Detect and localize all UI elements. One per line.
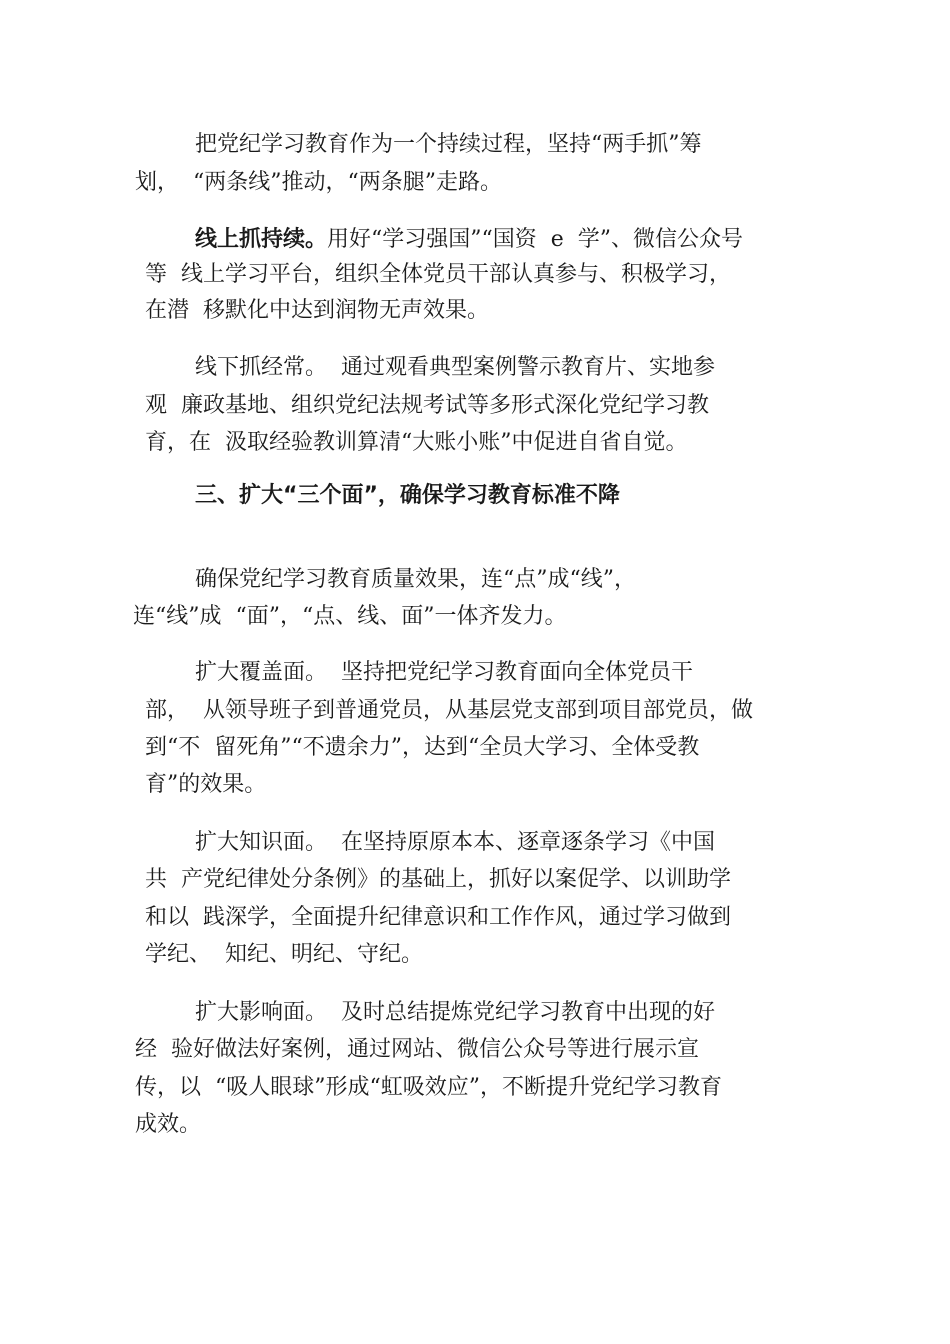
- para2-line1: [195, 224, 743, 255]
- para7-line3: 传，以 “吸人眼球”形成“虹吸效应”，不断提升党纪学习教育: [135, 1075, 722, 1100]
- para3-line3: 育，在 汲取经验教训算清“大账小账”中促进自省自觉。: [145, 430, 688, 455]
- para7-line2: 经 验好做法好案例，通过网站、微信公众号等进行展示宣: [135, 1037, 699, 1062]
- para6-line4: 学纪、 知纪、明纪、守纪。: [145, 942, 423, 967]
- para7-line4: 成效。: [135, 1112, 202, 1137]
- para2-line2: 等 线上学习平台，组织全体党员干部认真参与、积极学习，: [145, 262, 731, 287]
- para5-line3: 到“不 留死角”“不遗余力”，达到“全员大学习、全体受教: [145, 735, 700, 760]
- para7-line1: 扩大影响面。 及时总结提炼党纪学习教育中出现的好: [195, 1000, 715, 1025]
- section-heading: 三、扩大“三个面”，确保学习教育标准不降: [195, 483, 620, 508]
- para4-line2: 连“线”成 “面”，“点、线、面”一体齐发力。: [133, 604, 567, 629]
- para6-line1: 扩大知识面。 在坚持原原本本、逐章逐条学习《中国: [195, 830, 715, 855]
- para3-line2: 观 廉政基地、组织党纪法规考试等多形式深化党纪学习教: [145, 393, 709, 418]
- para5-line4: 育”的效果。: [145, 772, 267, 797]
- para2-line1-rest: 用好“学习强国”“国资 e 学”、微信公众号: [327, 227, 743, 252]
- para4-line1: 确保党纪学习教育质量效果，连“点”成“线”，: [195, 567, 636, 592]
- para6-line3: 和以 践深学，全面提升纪律意识和工作作风，通过学习做到: [145, 905, 731, 930]
- para2-line3: 在潜 移默化中达到润物无声效果。: [145, 298, 489, 323]
- para5-line2: 部， 从领导班子到普通党员，从基层党支部到项目部党员，做: [145, 698, 753, 723]
- para6-line2: 共 产党纪律处分条例》的基础上，抓好以案促学、以训助学: [145, 867, 731, 892]
- para3-line1: 线下抓经常。 通过观看典型案例警示教育片、实地参: [195, 355, 715, 380]
- para2-lead: 线上抓持续。: [195, 226, 328, 252]
- para1-line2: 划， “两条线”推动，“两条腿”走路。: [135, 170, 502, 195]
- para1-line1: 把党纪学习教育作为一个持续过程，坚持“两手抓”筹: [195, 132, 702, 157]
- para5-line1: 扩大覆盖面。 坚持把党纪学习教育面向全体党员干: [195, 660, 693, 685]
